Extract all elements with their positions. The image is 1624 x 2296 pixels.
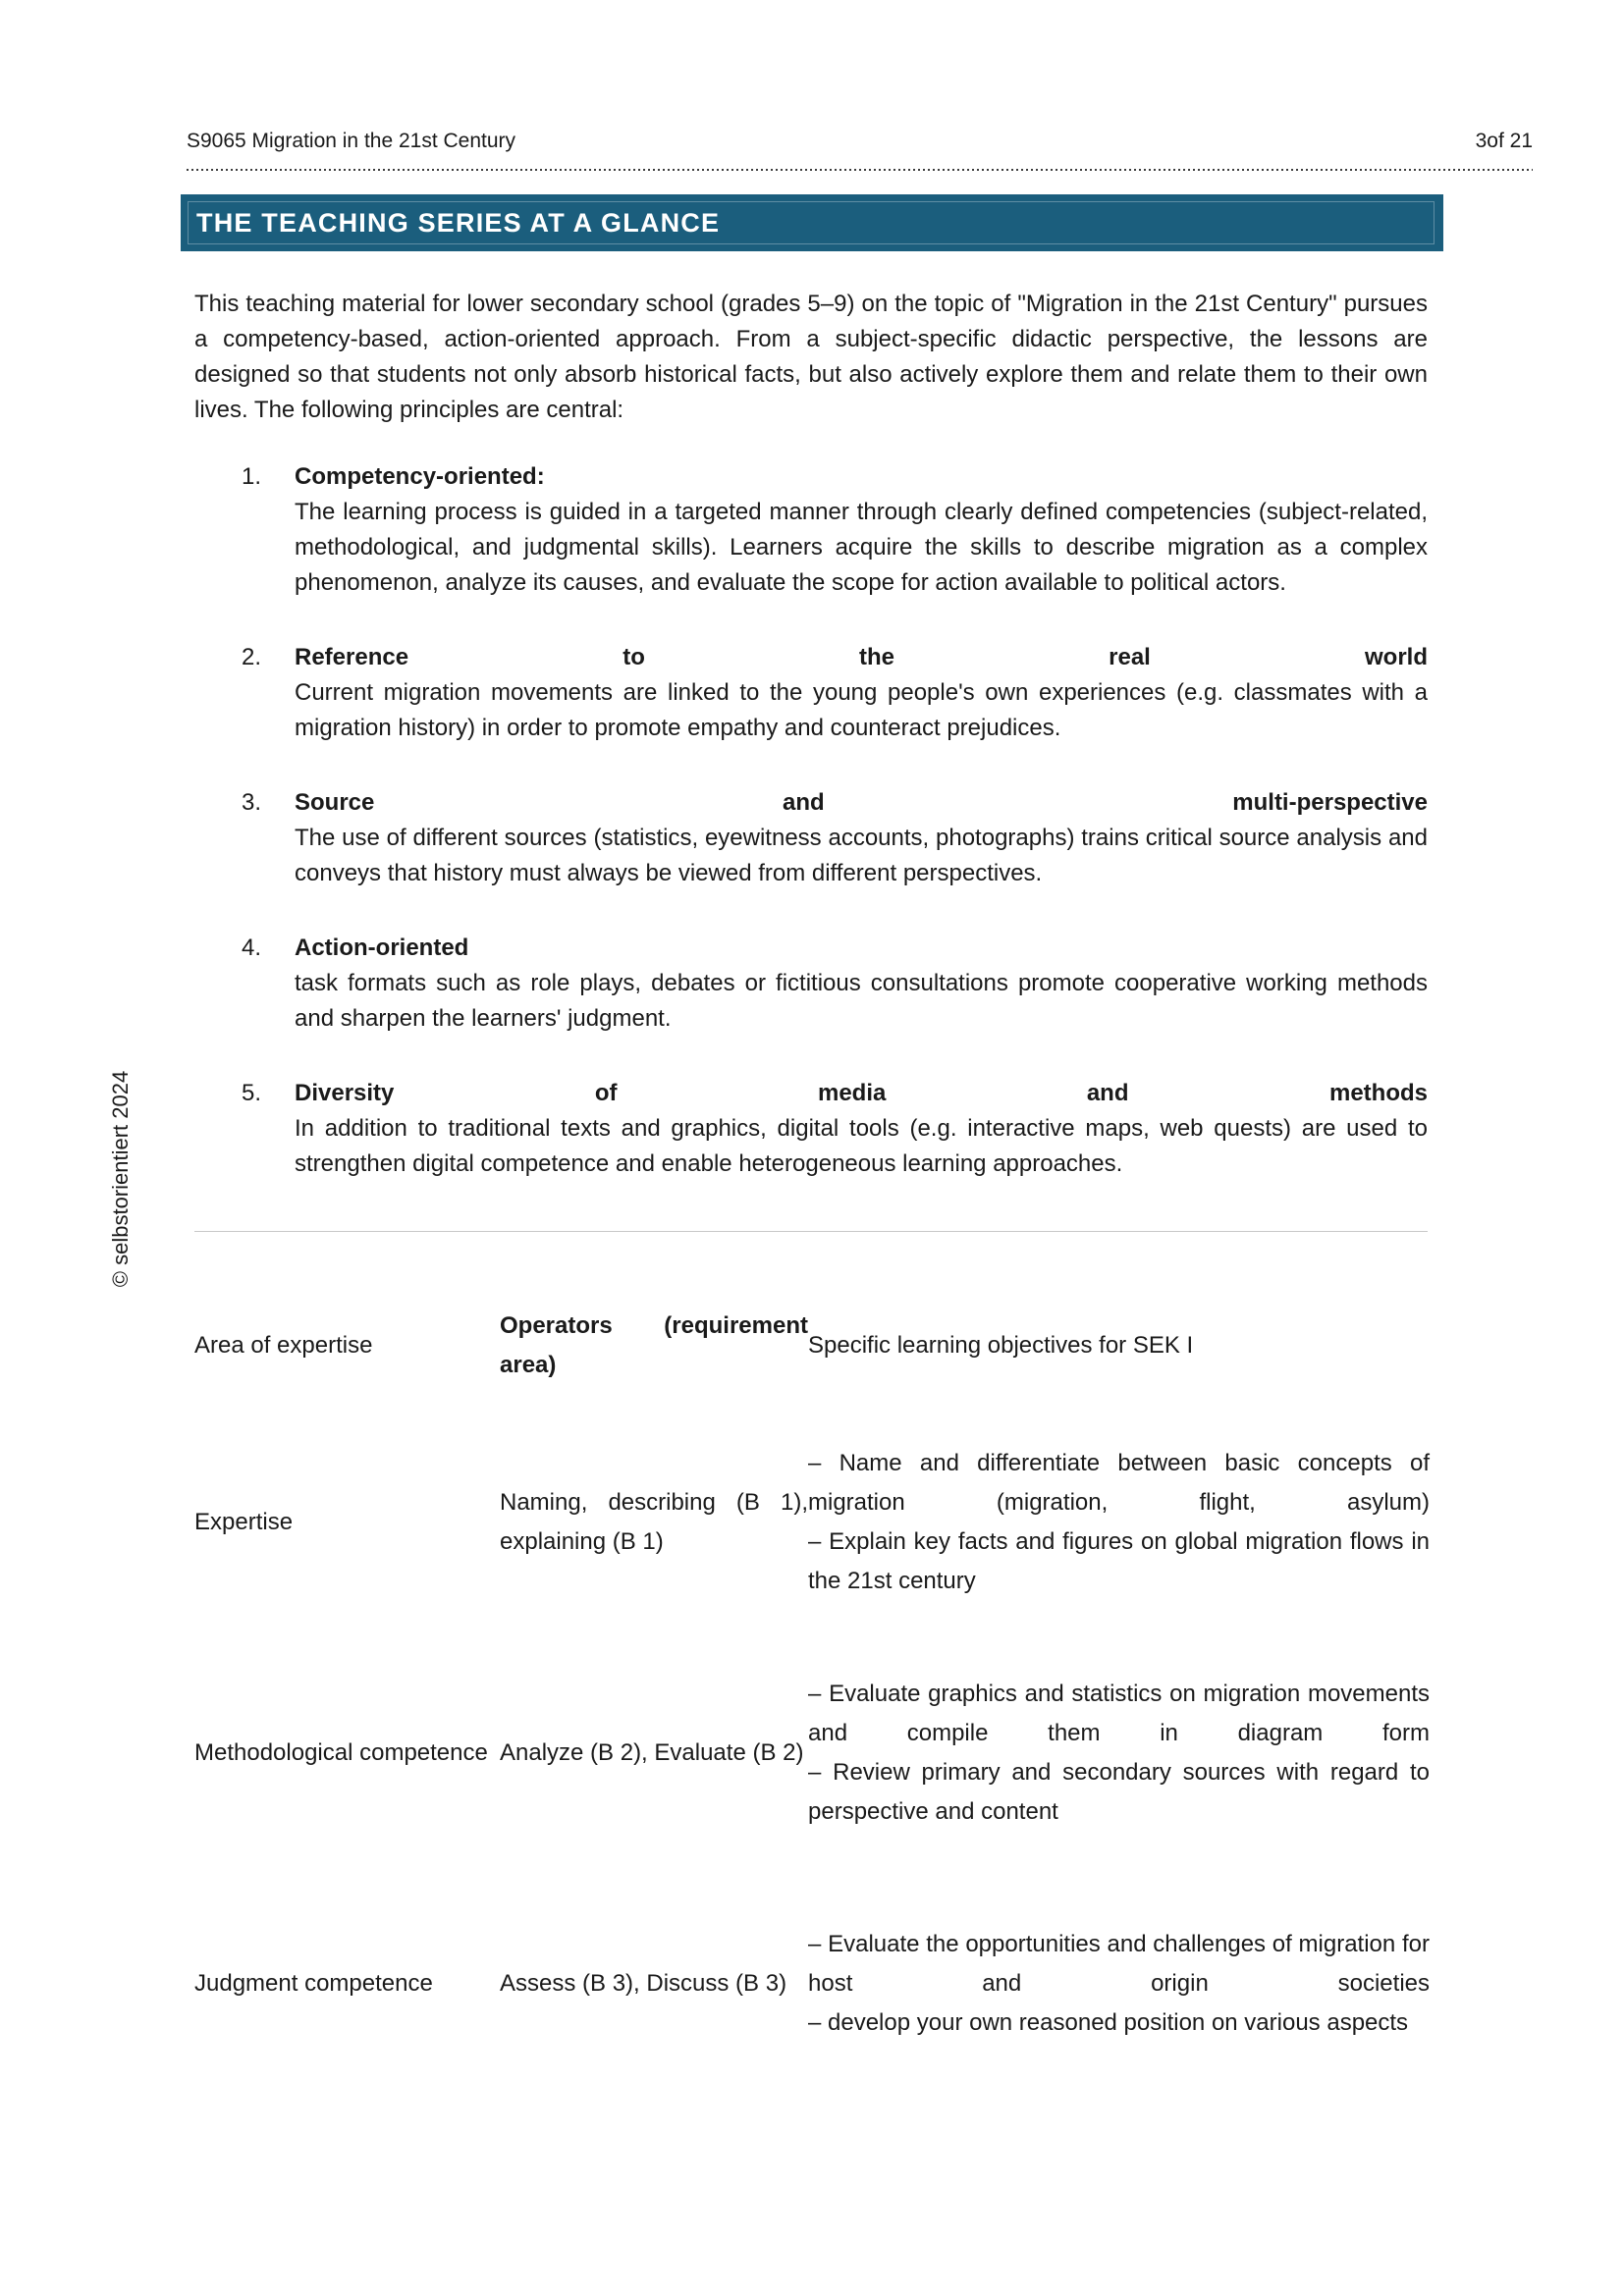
list-item-content <box>295 1076 1428 1182</box>
operators-cell: Assess (B 3), Discuss (B 3) <box>500 1969 787 1997</box>
principle-body: In addition to traditional texts and graphics, digital tools (e.g. interactive maps, web quests) are used to strengthen digital competence and enable heterogeneous learning approaches. <box>295 1115 1428 1177</box>
area-cell: Judgment competence <box>194 1969 433 1997</box>
list-item-number: 1. <box>242 463 262 490</box>
objective-item: – Evaluate the opportunities and challenges of migration for host and origin societies <box>808 1930 1430 1997</box>
list-item-number: 5. <box>242 1080 262 1106</box>
list-item <box>194 785 1428 891</box>
table-row <box>194 1637 1430 1868</box>
principle-heading: Competency-oriented: <box>295 463 545 490</box>
table-header-area: Area of expertise <box>194 1331 373 1359</box>
competency-table <box>194 1284 1430 2099</box>
list-item-number: 4. <box>242 934 262 961</box>
document-title: S9065 Migration in the 21st Century <box>187 130 516 152</box>
area-cell: Methodological competence <box>194 1738 488 1766</box>
objectives-cell <box>808 1637 1430 1868</box>
operators-cell: Naming, describing (B 1), explaining (B 1) <box>500 1488 808 1555</box>
list-item-content <box>295 640 1428 746</box>
list-item-content <box>295 931 1428 1037</box>
objective-item: – Explain key facts and figures on global migration flows in the 21st century <box>808 1527 1430 1594</box>
list-item <box>194 1076 1428 1182</box>
principle-heading: Action-oriented <box>295 934 469 961</box>
main-content <box>194 287 1428 2099</box>
principle-heading: Diversity of media and methods <box>295 1080 1428 1106</box>
header-rule <box>187 169 1533 171</box>
intro-paragraph: This teaching material for lower secondary school (grades 5–9) on the topic of "Migration in the 21st Century" pursues a competency-based, action-oriented approach. From a subject-specific didactic perspective, the lessons are designed so that students not only absorb historical facts, but also actively explore them and relate them to their own lives. The following principles are central: <box>194 291 1428 423</box>
table-header-objectives: Specific learning objectives for SEK I <box>808 1331 1194 1359</box>
objective-item: – develop your own reasoned position on various aspects <box>808 2008 1409 2036</box>
objectives-cell <box>808 1407 1430 1637</box>
page-header <box>187 126 1533 167</box>
table-header-operators: Operators (requirement area) <box>500 1311 808 1378</box>
vertical-copyright: © selbstorientiert 2024 <box>108 1070 133 1288</box>
section-banner <box>181 194 1443 251</box>
table-header-row <box>194 1284 1430 1407</box>
objective-item: – Evaluate graphics and statistics on migration movements and compile them in diagram form <box>808 1680 1430 1746</box>
list-item-content <box>295 785 1428 891</box>
page-number: 3of 21 <box>1475 130 1533 152</box>
principle-body: Current migration movements are linked to the young people's own experiences (e.g. classmates with a migration history) in order to promote empathy and counteract prejudices. <box>295 679 1428 741</box>
list-item-number: 2. <box>242 644 262 670</box>
list-item <box>194 459 1428 601</box>
principles-list <box>194 459 1428 1182</box>
list-item-number: 3. <box>242 789 262 816</box>
objectives-cell <box>808 1868 1430 2099</box>
list-item <box>194 640 1428 746</box>
area-cell: Expertise <box>194 1508 294 1535</box>
list-item-content <box>295 459 1428 601</box>
principle-body: The learning process is guided in a targeted manner through clearly defined competencies (subject-related, methodological, and judgmental skills). Learners acquire the skills to describe migration as a complex phenomenon, analyze its causes, and evaluate the scope for action available to political actors. <box>295 499 1428 596</box>
principle-heading: Reference to the real world <box>295 644 1428 670</box>
principle-body: The use of different sources (statistics, eyewitness accounts, photographs) trains critical source analysis and conveys that history must always be viewed from different perspectives. <box>295 825 1428 886</box>
list-item <box>194 931 1428 1037</box>
principle-heading: Source and multi-perspective <box>295 789 1428 816</box>
operators-cell: Analyze (B 2), Evaluate (B 2) <box>500 1738 804 1766</box>
section-banner-title: THE TEACHING SERIES AT A GLANCE <box>196 207 721 238</box>
principle-body: task formats such as role plays, debates or fictitious consultations promote cooperative working methods and sharpen the learners' judgment. <box>295 970 1428 1032</box>
objective-item: – Name and differentiate between basic concepts of migration (migration, flight, asylum) <box>808 1449 1430 1516</box>
table-row <box>194 1868 1430 2099</box>
section-divider <box>194 1231 1428 1232</box>
objective-item: – Review primary and secondary sources with regard to perspective and content <box>808 1758 1430 1825</box>
table-row <box>194 1407 1430 1637</box>
